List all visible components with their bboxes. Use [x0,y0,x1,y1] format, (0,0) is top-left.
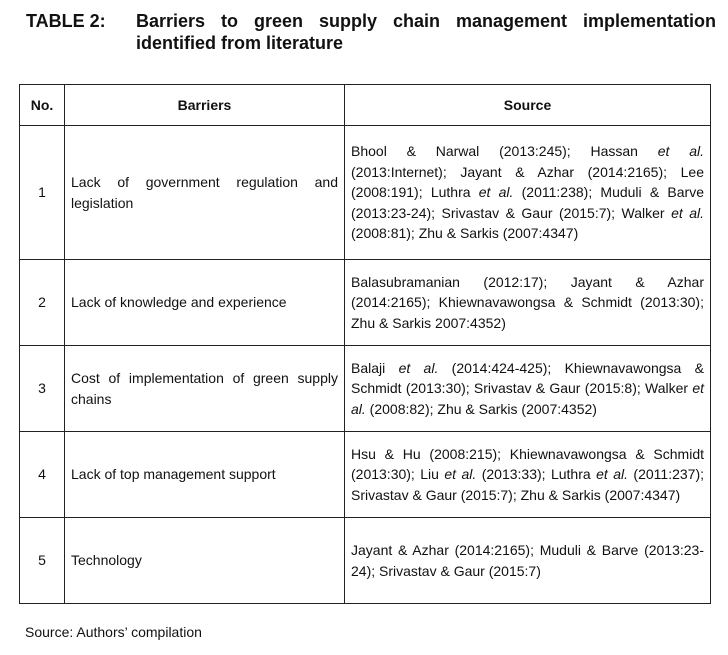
row-number: 1 [20,126,65,260]
barrier-cell: Lack of top management support [65,432,345,518]
table-row [20,260,711,346]
source-cell: Bhool & Narwal (2013:245); Hassan et al. (2013:Internet); Jayant & Azhar (2014:2165); Lee (2008:191); Luthra et al. (2011:238); Muduli & Barve (2013:23-24); Srivastav & Gaur (2015:7); Walker et al. (2008:81); Zhu & Sarkis (2007:4347) [345,126,711,260]
table-row [20,518,711,604]
table-row [20,346,711,432]
barrier-cell: Lack of knowledge and experience [65,260,345,346]
source-cell: Jayant & Azhar (2014:2165); Muduli & Barve (2013:23-24); Srivastav & Gaur (2015:7) [345,518,711,604]
column-header-barriers: Barriers [65,85,345,126]
row-number: 2 [20,260,65,346]
barrier-cell: Technology [65,518,345,604]
table-row [20,126,711,260]
barrier-cell: Lack of government regulation and legislation [65,126,345,260]
table-title: Barriers to green supply chain management implementation identified from literature [136,11,716,53]
source-note: Source: Authors’ compilation [25,624,202,640]
table-label: TABLE 2: [26,11,106,31]
row-number: 3 [20,346,65,432]
barriers-table [19,84,711,604]
source-cell: Hsu & Hu (2008:215); Khiewnavawongsa & Schmidt (2013:30); Liu et al. (2013:33); Luthra et al. (2011:237); Srivastav & Gaur (2015:7); Zhu & Sarkis (2007:4347) [345,432,711,518]
source-cell: Balasubramanian (2012:17); Jayant & Azhar (2014:2165); Khiewnavawongsa & Schmidt (2013:30); Zhu & Sarkis 2007:4352) [345,260,711,346]
table-row [20,432,711,518]
barrier-cell: Cost of implementation of green supply chains [65,346,345,432]
row-number: 4 [20,432,65,518]
row-number: 5 [20,518,65,604]
column-header-no: No. [20,85,65,126]
column-header-source: Source [345,85,711,126]
table-header-row [20,85,711,126]
source-cell: Balaji et al. (2014:424-425); Khiewnavawongsa & Schmidt (2013:30); Srivastav & Gaur (2015:8); Walker et al. (2008:82); Zhu & Sarkis (2007:4352) [345,346,711,432]
